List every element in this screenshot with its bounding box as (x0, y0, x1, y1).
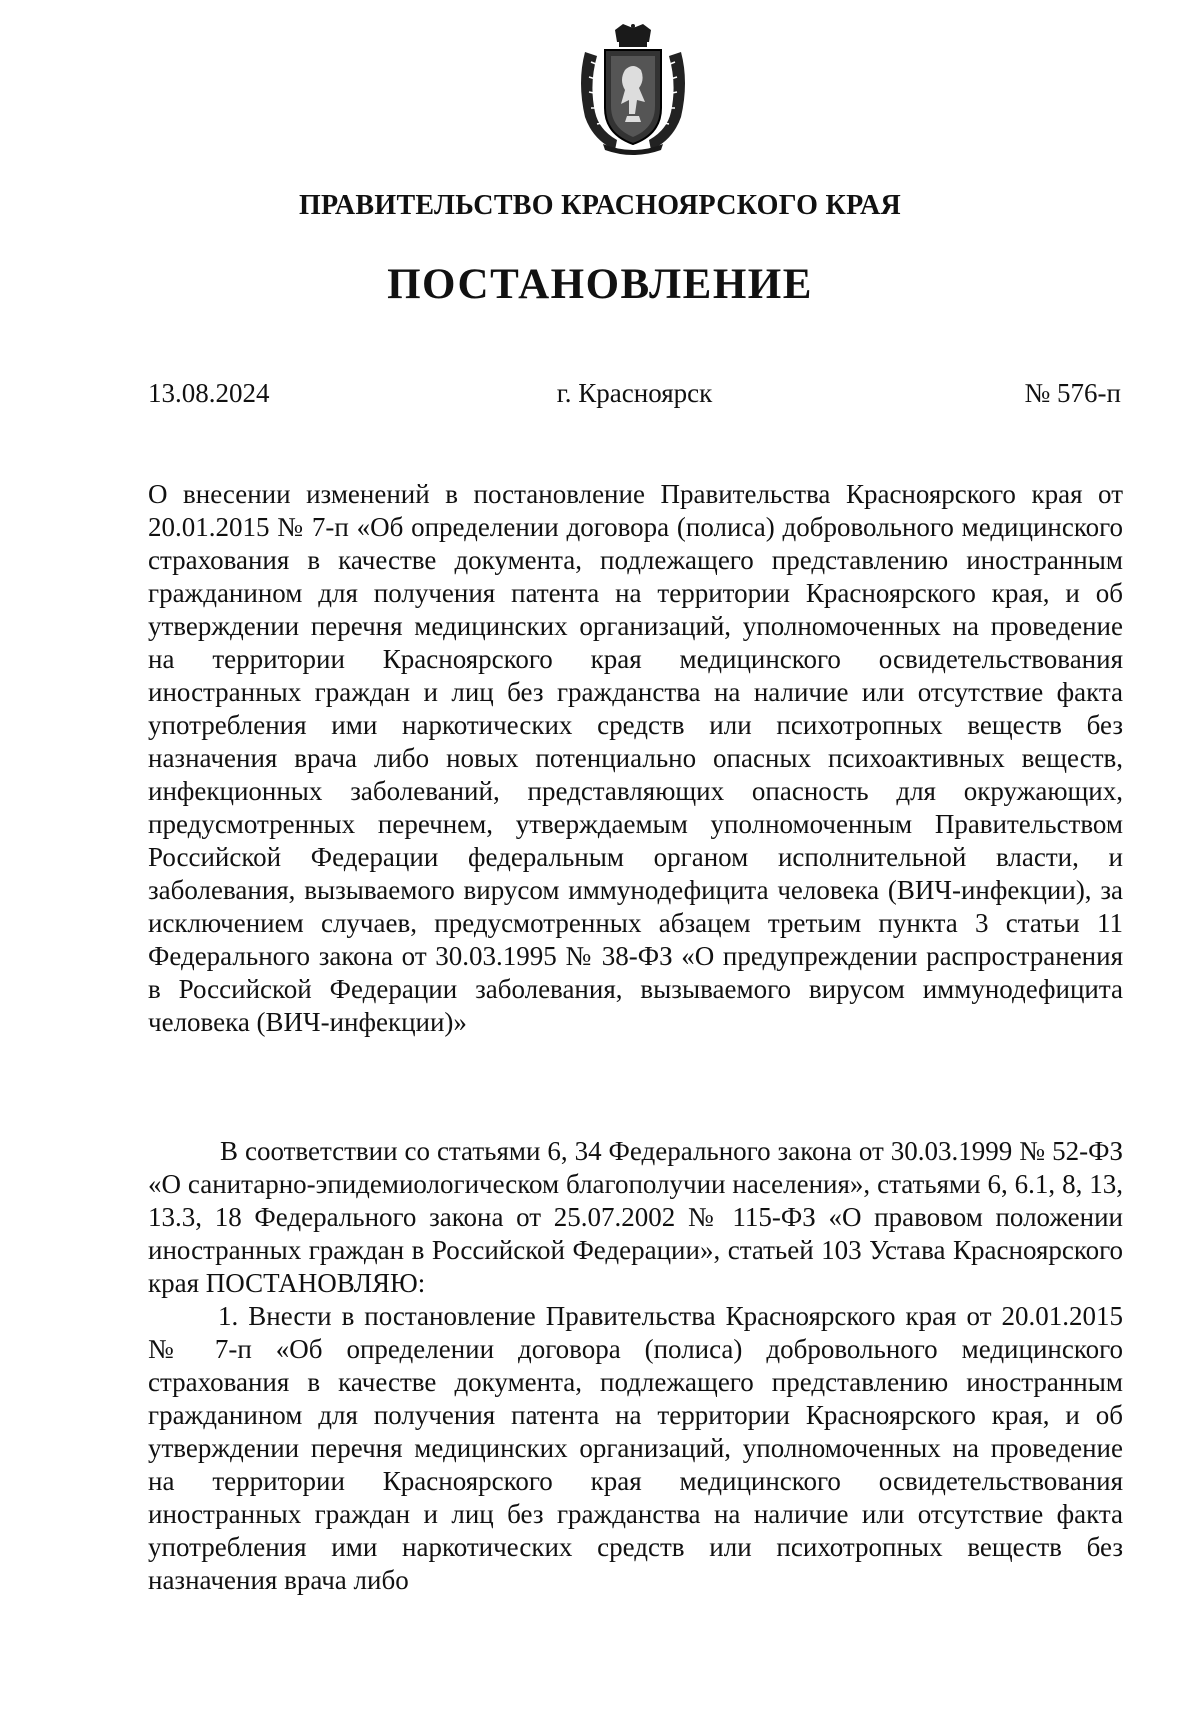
coat-of-arms-icon (575, 22, 691, 157)
document-number: № 576-п (1024, 378, 1121, 408)
document-meta-row (148, 378, 1121, 418)
body-preamble: В соответствии со статьями 6, 34 Федерального закона от 30.03.1999 № 52-ФЗ «О санитарно-эпидемиологическом благополучии населения», статьями 6, 6.1, 8, 13, 13.3, 18 Федерального закона от 25.07.2002 № 115-ФЗ «О правовом положении иностранных граждан в Российской Федерации», статьей 103 Устава Красноярского края ПОСТАНОВЛЯЮ: (148, 1136, 1123, 1298)
document-type-title: ПОСТАНОВЛЕНИЕ (387, 261, 813, 308)
document-body (148, 1135, 1123, 1597)
document-subject: О внесении изменений в постановление Правительства Красноярского края от 20.01.2015 № 7-п «Об определении договора (полиса) добровольного медицинского страхования в качестве документа, подлежащего представлению иностранным гражданином для получения патента на территории Красноярского края, и об утверждении перечня медицинских организаций, уполномоченных на проведение на территории Красноярского края медицинского освидетельствования иностранных граждан и лиц без гражданства на наличие или отсутствие факта употребления ими наркотических средств или психотропных веществ без назначения врача либо новых потенциально опасных психоактивных веществ, инфекционных заболеваний, представляющих опасность для окружающих, предусмотренных перечнем, утверждаемым уполномоченным Правительством Российской Федерации федеральным органом исполнительной власти, и заболевания, вызываемого вирусом иммунодефицита человека (ВИЧ-инфекции), за исключением случаев, предусмотренных абзацем третьим пункта 3 статьи 11 Федерального закона от 30.03.1995 № 38-ФЗ «О предупреждении распространения в Российской Федерации заболевания, вызываемого вирусом иммунодефицита человека (ВИЧ-инфекции)» (148, 479, 1123, 1037)
document-city: г. Красноярск (556, 378, 713, 408)
body-item-1: 1. Внести в постановление Правительства Красноярского края от 20.01.2015 № 7-п «Об определении договора (полиса) добровольного медицинского страхования в качестве документа, подлежащего представлению иностранным гражданином для получения патента на территории Красноярского края, и об утверждении перечня медицинских организаций, уполномоченных на проведение на территории Красноярского края медицинского освидетельствования иностранных граждан и лиц без гражданства на наличие или отсутствие факта употребления ими наркотических средств или психотропных веществ без назначения врача либо (148, 1301, 1123, 1595)
document-date: 13.08.2024 (148, 378, 270, 408)
government-title: ПРАВИТЕЛЬСТВО КРАСНОЯРСКОГО КРАЯ (298, 190, 902, 221)
